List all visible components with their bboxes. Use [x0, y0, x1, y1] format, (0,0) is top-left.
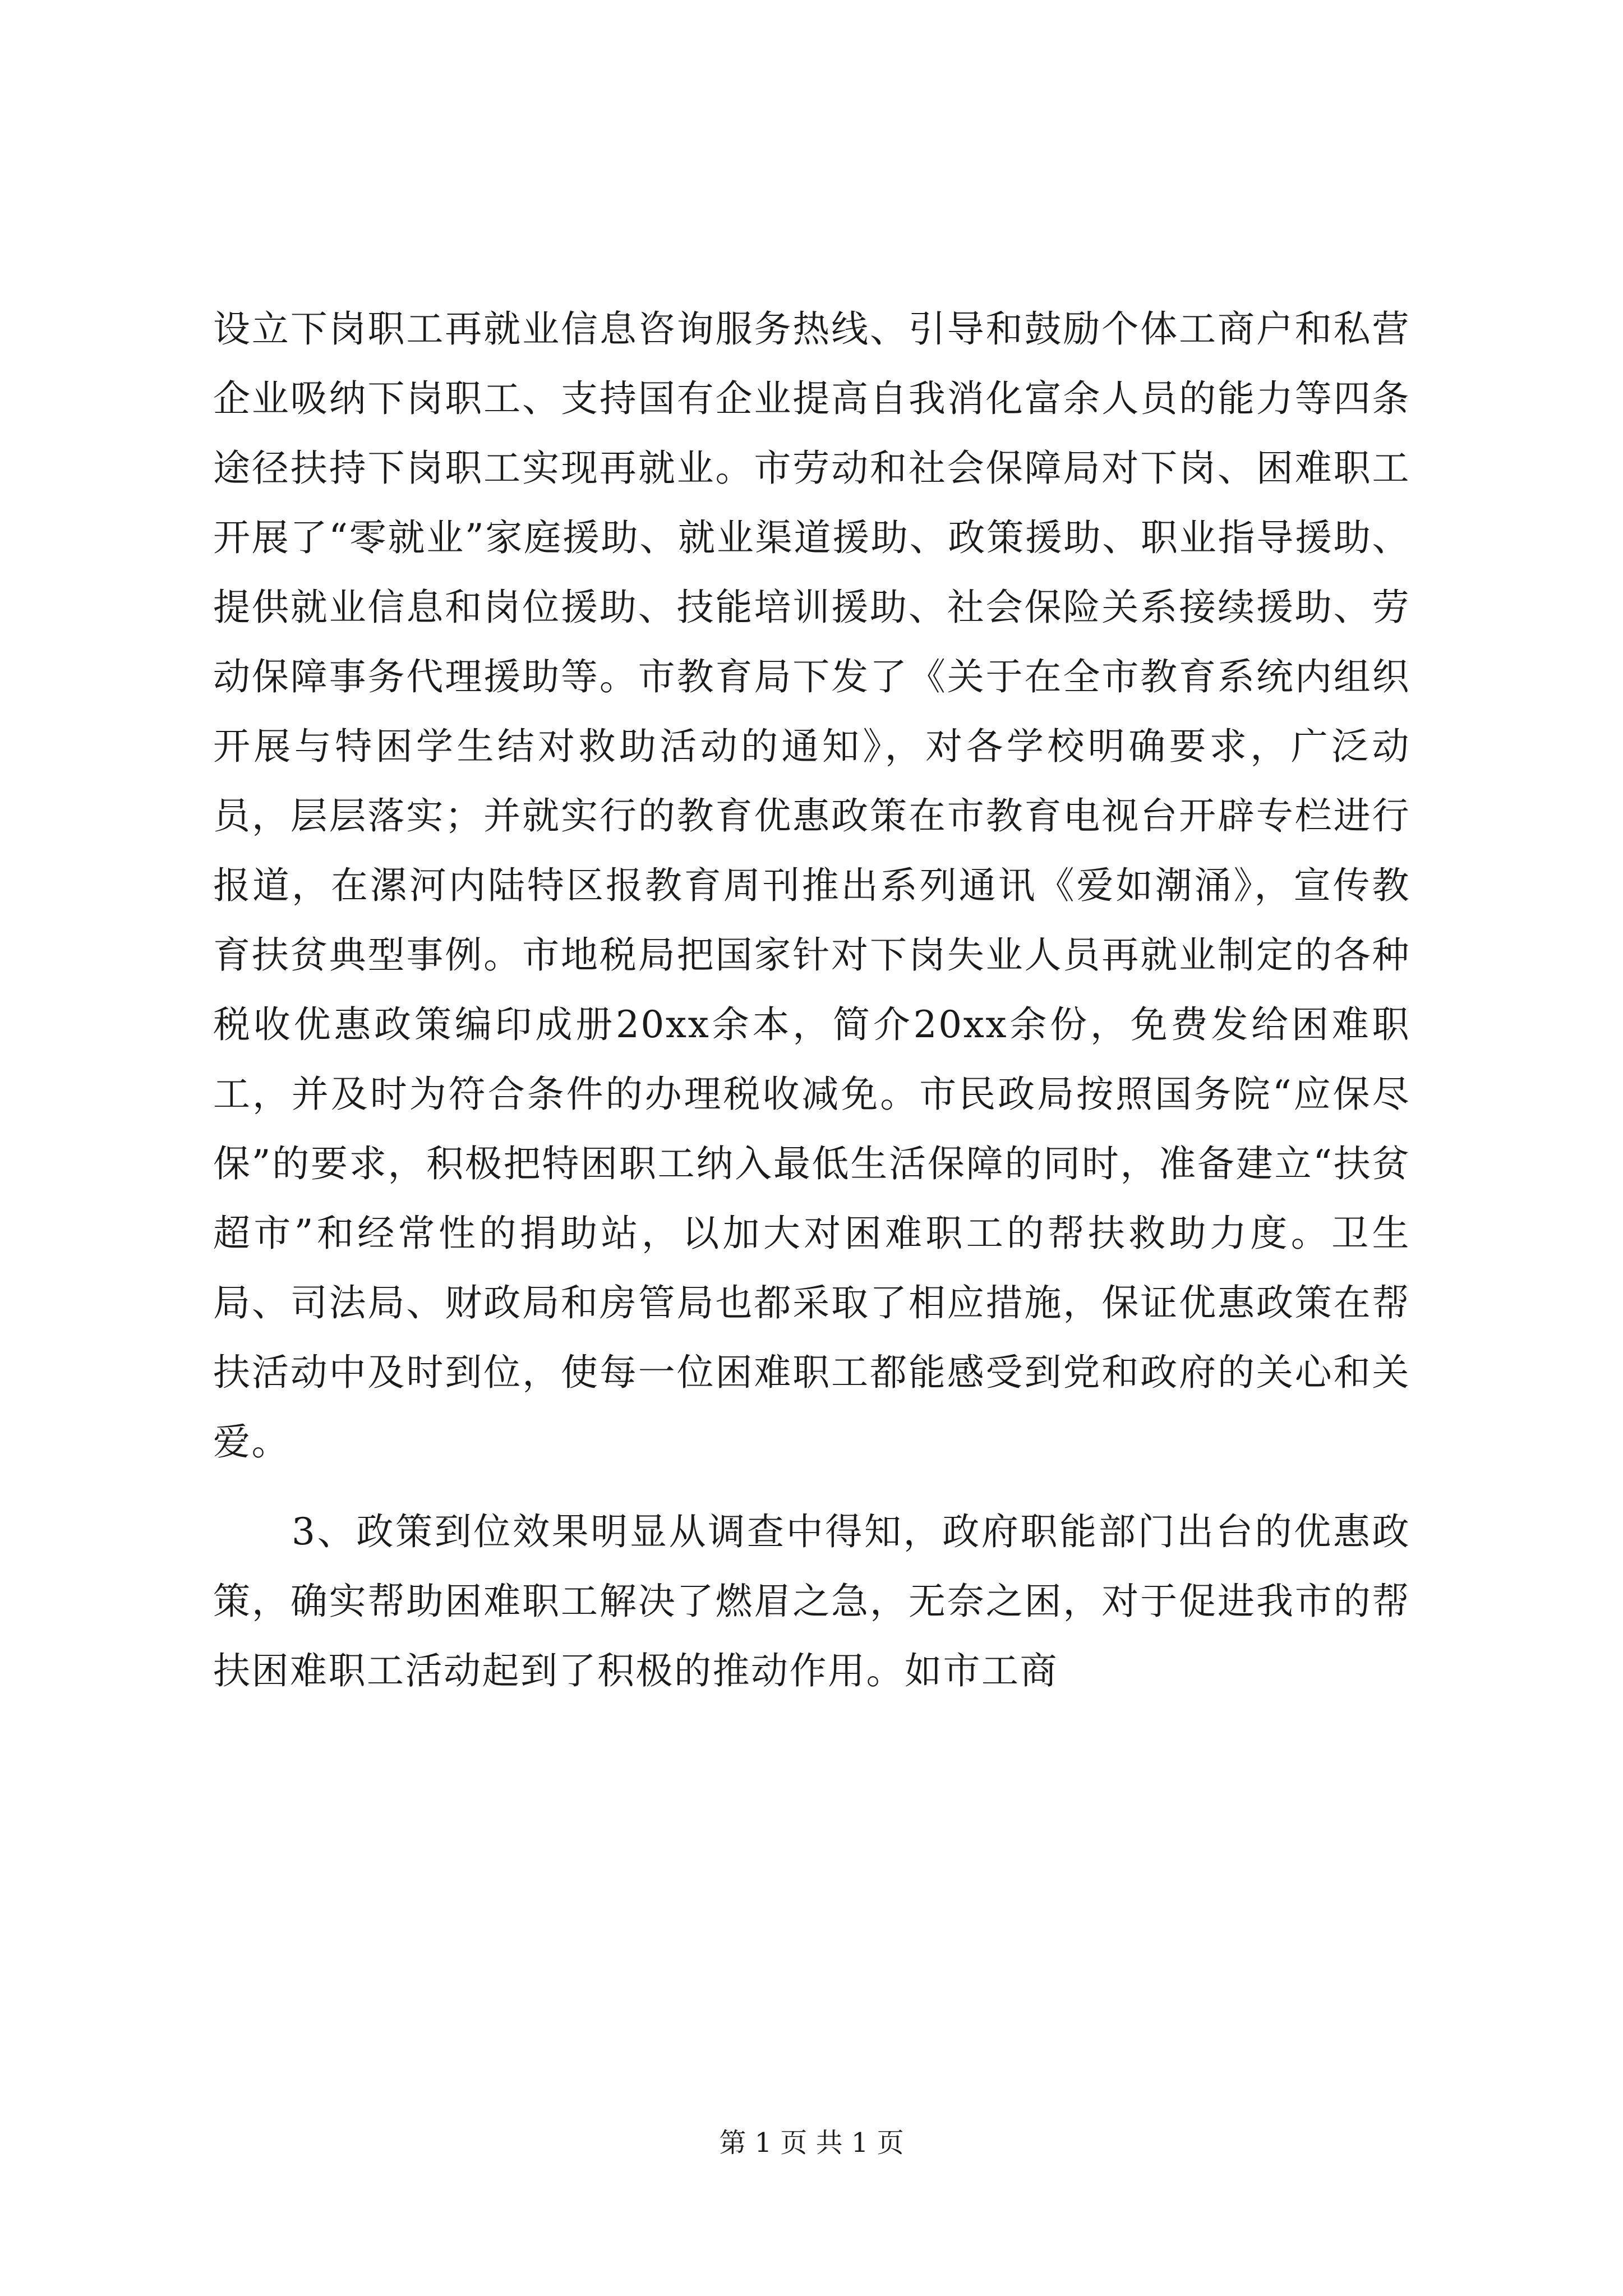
document-body — [213, 295, 1410, 1706]
paragraph: 3、政策到位效果明显从调查中得知，政府职能部门出台的优惠政策，确实帮助困难职工解决了燃眉之急，无奈之困，对于促进我市的帮扶困难职工活动起到了积极的推动作用。如市工商 — [213, 1510, 1410, 1692]
page-footer: 第 1 页 共 1 页 — [719, 2127, 904, 2159]
paragraph: 设立下岗职工再就业信息咨询服务热线、引导和鼓励个体工商户和私营企业吸纳下岗职工、支持国有企业提高自我消化富余人员的能力等四条途径扶持下岗职工实现再就业。市劳动和社会保障局对下岗、困难职工开展了“零就业”家庭援助、就业渠道援助、政策援助、职业指导援助、提供就业信息和岗位援助、技能培训援助、社会保险关系接续援助、劳动保障事务代理援助等。市教育局下发了《关于在全市教育系统内组织开展与特困学生结对救助活动的通知》，对各学校明确要求，广泛动员，层层落实；并就实行的教育优惠政策在市教育电视台开辟专栏进行报道，在漯河内陆特区报教育周刊推出系列通讯《爱如潮涌》，宣传教育扶贫典型事例。市地税局把国家针对下岗失业人员再就业制定的各种税收优惠政策编印成册20xx余本，简介20xx余份，免费发给困难职工，并及时为符合条件的办理税收减免。市民政局按照国务院“应保尽保”的要求，积极把特困职工纳入最低生活保障的同时，准备建立“扶贫超市”和经常性的捐助站，以加大对困难职工的帮扶救助力度。卫生局、司法局、财政局和房管局也都采取了相应措施，保证优惠政策在帮扶活动中及时到位，使每一位困难职工都能感受到党和政府的关心和关爱。 — [213, 307, 1410, 1464]
